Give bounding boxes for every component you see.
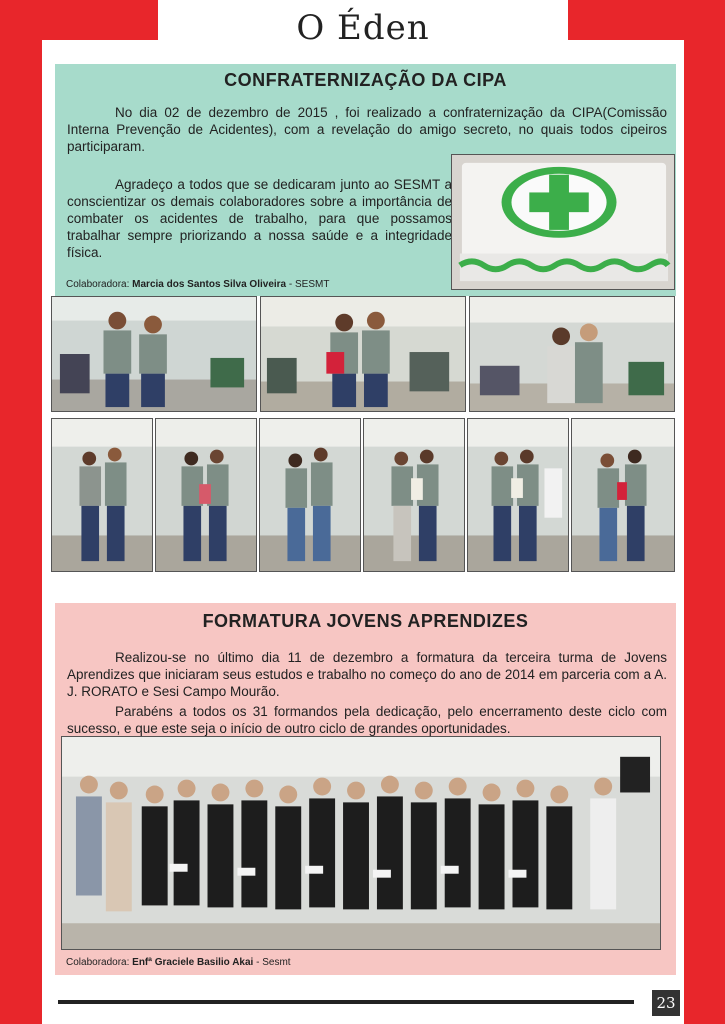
- aprendizes-paragraph-2: [67, 703, 667, 737]
- cipa-photo-9: [571, 418, 675, 572]
- cipa-photo-2: [260, 296, 466, 412]
- aprendizes-paragraph-2-text: Parabéns a todos os 31 formandos pela dedicação, pelo encerramento deste ciclo com sucesso, e que este seja o início de outro ciclo de grandes oportunidades.: [67, 704, 667, 736]
- cipa-paragraph-1-text: No dia 02 de dezembro de 2015 , foi realizado a confraternização da CIPA(Comissão Interna Prevenção de Acidentes), com a revelação do amigo secreto, no quais todos cipeiros participaram.: [67, 105, 667, 154]
- cipa-photo-7: [363, 418, 465, 572]
- cipa-photo-1: [51, 296, 257, 412]
- aprendizes-paragraph-1: [67, 649, 667, 700]
- cipa-photo-5: [155, 418, 257, 572]
- page-number: 23: [652, 990, 680, 1016]
- graduation-group-photo: [61, 736, 661, 950]
- frame-notch-right: [568, 0, 684, 40]
- cipa-paragraph-1: [67, 104, 667, 155]
- aprendizes-title: FORMATURA JOVENS APRENDIZES: [202, 611, 529, 631]
- footer-rule: [58, 1000, 634, 1004]
- cipa-collaborator: Colaboradora: Marcia dos Santos Silva Oliveira - SESMT: [66, 279, 330, 290]
- cipa-photo-6: [259, 418, 361, 572]
- aprendizes-paragraph-1-text: Realizou-se no último dia 11 de dezembro a formatura da terceira turma de Jovens Aprendizes que iniciaram seus estudos e trabalho no começo do ano de 2014 em parceria com a A. J. RORATO e Sesi Campo Mourão.: [67, 650, 667, 699]
- cipa-photo-8: [467, 418, 569, 572]
- cipa-photo-4: [51, 418, 153, 572]
- aprendizes-collaborator: Colaboradora: Enfª Graciele Basilio Akai - Sesmt: [66, 957, 291, 968]
- cake-photo: [451, 154, 675, 290]
- frame-notch-left: [42, 0, 158, 40]
- cipa-paragraph-2-text: Agradeço a todos que se dedicaram junto ao SESMT a conscientizar os demais colaboradores sobre a importância de combater os acidentes de trabalho, para que possamos trabalhar sempre priorizando a nossa saúde e a integridade física.: [67, 177, 452, 260]
- masthead-title: O Éden: [296, 8, 430, 48]
- cipa-paragraph-2: [67, 176, 452, 261]
- cipa-photo-3: [469, 296, 675, 412]
- cipa-title: CONFRATERNIZAÇÃO DA CIPA: [224, 70, 507, 90]
